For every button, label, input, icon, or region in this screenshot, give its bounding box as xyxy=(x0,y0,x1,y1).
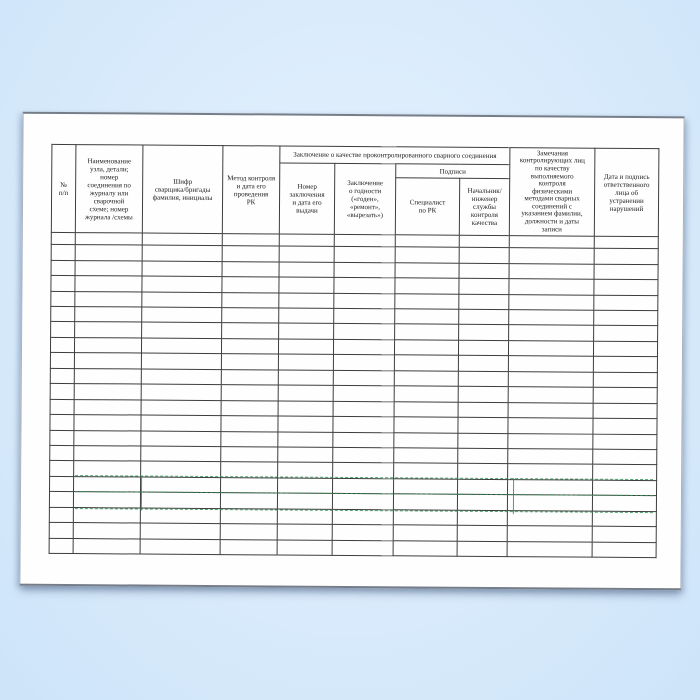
empty-cell xyxy=(220,493,277,509)
empty-cell xyxy=(593,418,657,434)
empty-cell xyxy=(393,540,457,556)
col-group-signatures: Подписи xyxy=(396,164,510,179)
empty-cell xyxy=(74,415,141,431)
empty-cell xyxy=(593,434,657,450)
empty-cell xyxy=(459,235,509,248)
empty-cell xyxy=(51,276,75,292)
empty-cell xyxy=(592,542,656,558)
empty-cell xyxy=(50,445,74,461)
empty-cell xyxy=(73,492,140,508)
empty-cell xyxy=(141,431,221,447)
empty-cell xyxy=(50,461,74,477)
empty-cell xyxy=(509,310,594,326)
empty-cell xyxy=(393,525,457,541)
empty-cell xyxy=(74,337,141,353)
empty-cell xyxy=(508,387,593,403)
empty-cell xyxy=(140,508,220,524)
empty-cell xyxy=(277,493,332,509)
empty-cell xyxy=(507,495,592,511)
empty-cell xyxy=(75,260,142,276)
empty-cell xyxy=(74,446,141,462)
empty-cell xyxy=(141,369,221,385)
empty-cell xyxy=(593,465,657,481)
empty-cell xyxy=(332,525,393,541)
empty-cell xyxy=(49,492,73,508)
empty-cell xyxy=(50,476,74,492)
empty-cell xyxy=(222,292,279,308)
empty-cell xyxy=(459,294,509,310)
empty-cell xyxy=(141,415,221,431)
empty-cell xyxy=(277,509,332,525)
empty-cell xyxy=(50,337,74,353)
empty-cell xyxy=(51,306,75,322)
empty-cell xyxy=(395,235,459,248)
empty-cell xyxy=(593,449,657,465)
empty-cell xyxy=(509,325,594,341)
empty-cell xyxy=(142,323,222,339)
empty-cell xyxy=(278,401,333,417)
empty-cell xyxy=(51,291,75,307)
empty-cell xyxy=(333,339,394,355)
empty-cell xyxy=(74,384,141,400)
empty-cell xyxy=(459,248,509,264)
empty-cell xyxy=(393,494,457,510)
empty-cell xyxy=(220,508,277,524)
empty-cell xyxy=(333,386,394,402)
empty-cell xyxy=(593,480,657,496)
empty-cell xyxy=(279,262,334,278)
empty-cell xyxy=(278,478,333,494)
empty-cell xyxy=(279,308,334,324)
empty-cell xyxy=(395,278,459,294)
empty-cell xyxy=(508,371,593,387)
empty-cell xyxy=(75,291,142,307)
empty-cell xyxy=(332,494,393,510)
empty-cell xyxy=(278,354,333,370)
empty-cell xyxy=(333,416,394,432)
empty-cell xyxy=(278,339,333,355)
empty-cell xyxy=(222,234,279,247)
empty-cell xyxy=(507,510,592,526)
col-header-num: № п/п xyxy=(51,144,76,232)
empty-cell xyxy=(50,430,74,446)
empty-cell xyxy=(509,248,594,264)
empty-cell xyxy=(50,353,74,369)
empty-cell xyxy=(593,372,657,388)
empty-cell xyxy=(221,431,278,447)
empty-cell xyxy=(141,461,221,477)
empty-cell xyxy=(394,386,458,402)
empty-cell xyxy=(278,447,333,463)
empty-cell xyxy=(395,293,459,309)
empty-cell xyxy=(73,538,140,554)
empty-cell xyxy=(458,340,508,356)
empty-cell xyxy=(393,510,457,526)
empty-cell xyxy=(394,401,458,417)
empty-cell xyxy=(508,479,593,495)
empty-cell xyxy=(458,386,508,402)
empty-cell xyxy=(394,355,458,371)
empty-cell xyxy=(508,464,593,480)
empty-cell xyxy=(50,384,74,400)
empty-cell xyxy=(332,509,393,525)
empty-cell xyxy=(278,462,333,478)
col-header-remarks: Замечания контролирующих лиц по качеству выполняемого контроля физическими методами сварных соединений с указанием фамилии, должности и даты записи xyxy=(509,148,595,237)
empty-cell xyxy=(142,233,222,246)
col-header-control-method: Метод контроля и дата его проведения РК xyxy=(222,146,280,234)
empty-cell xyxy=(458,402,508,418)
empty-cell xyxy=(334,293,395,309)
empty-cell xyxy=(141,338,221,354)
empty-cell xyxy=(458,448,508,464)
empty-cell xyxy=(395,309,459,325)
empty-cell xyxy=(458,356,508,372)
empty-cell xyxy=(594,236,658,249)
paper-sheet xyxy=(19,112,684,591)
empty-cell xyxy=(395,247,459,263)
empty-cell xyxy=(394,448,458,464)
empty-cell xyxy=(594,279,658,295)
empty-cell xyxy=(74,430,141,446)
empty-cell xyxy=(333,478,394,494)
empty-cell xyxy=(51,322,75,338)
empty-cell xyxy=(142,276,222,292)
empty-cell xyxy=(74,399,141,415)
empty-cell xyxy=(509,236,594,249)
empty-cell xyxy=(458,479,508,495)
empty-cell xyxy=(333,370,394,386)
empty-cell xyxy=(508,433,593,449)
empty-cell xyxy=(459,278,509,294)
empty-cell xyxy=(334,324,395,340)
empty-cell xyxy=(278,370,333,386)
col-header-qc-chief: Начальник/ инженер службы контроля качества xyxy=(459,178,509,235)
empty-cell xyxy=(457,495,507,511)
col-header-welder-code: Шифр сварщика/бригады фамилия, инициалы xyxy=(142,145,223,234)
empty-cell xyxy=(334,234,395,247)
table-header xyxy=(51,144,659,236)
empty-cell xyxy=(332,540,393,556)
empty-cell xyxy=(73,523,140,539)
empty-cell xyxy=(142,292,222,308)
empty-cell xyxy=(50,368,74,384)
empty-cell xyxy=(509,263,594,279)
empty-cell xyxy=(592,526,656,542)
empty-cell xyxy=(73,507,140,523)
empty-cell xyxy=(221,477,278,493)
empty-cell xyxy=(334,278,395,294)
empty-cell xyxy=(594,310,658,326)
empty-cell xyxy=(142,261,222,277)
empty-cell xyxy=(221,416,278,432)
empty-cell xyxy=(221,369,278,385)
empty-cell xyxy=(279,293,334,309)
empty-cell xyxy=(74,476,141,492)
empty-cell xyxy=(74,353,141,369)
empty-cell xyxy=(220,539,277,555)
empty-cell xyxy=(277,524,332,540)
empty-cell xyxy=(594,295,658,311)
empty-cell xyxy=(507,526,592,542)
empty-cell xyxy=(75,245,142,261)
empty-cell xyxy=(220,524,277,540)
empty-cell xyxy=(141,400,221,416)
empty-cell xyxy=(142,245,222,261)
empty-cell xyxy=(221,385,278,401)
empty-cell xyxy=(333,432,394,448)
empty-cell xyxy=(141,477,221,493)
empty-cell xyxy=(279,246,334,262)
empty-cell xyxy=(594,264,658,280)
empty-cell xyxy=(459,309,509,325)
empty-cell xyxy=(75,276,142,292)
empty-cell xyxy=(222,277,279,293)
empty-cell xyxy=(592,495,656,511)
empty-cell xyxy=(279,323,334,339)
col-group-conclusion: Заключение о качестве проконтролированного сварного соединения xyxy=(280,146,510,165)
empty-cell xyxy=(508,341,593,357)
empty-cell xyxy=(51,260,75,276)
empty-cell xyxy=(278,385,333,401)
empty-cell xyxy=(334,262,395,278)
empty-cell xyxy=(394,417,458,433)
empty-cell xyxy=(593,341,657,357)
empty-cell xyxy=(457,541,507,557)
empty-cell xyxy=(222,261,279,277)
empty-cell xyxy=(334,247,395,263)
empty-cell xyxy=(509,279,594,295)
empty-cell xyxy=(278,432,333,448)
empty-cell xyxy=(221,462,278,478)
empty-cell xyxy=(75,307,142,323)
empty-cell xyxy=(75,233,142,246)
header-row-groups xyxy=(52,144,659,165)
empty-cell xyxy=(279,277,334,293)
empty-cell xyxy=(593,403,657,419)
col-header-unit-name: Наименование узла, детали; номер соединения по журналу или сварочной схеме; номер журнала /схемы xyxy=(75,145,143,233)
empty-cell xyxy=(140,539,220,555)
empty-cell xyxy=(74,368,141,384)
empty-cell xyxy=(594,248,658,264)
empty-cell xyxy=(592,511,656,527)
empty-cell xyxy=(221,447,278,463)
empty-cell xyxy=(141,353,221,369)
empty-cell xyxy=(141,446,221,462)
empty-cell xyxy=(333,463,394,479)
empty-cell xyxy=(50,415,74,431)
empty-cell xyxy=(279,234,334,247)
empty-cell xyxy=(75,322,142,338)
empty-cell xyxy=(458,371,508,387)
empty-cell xyxy=(50,399,74,415)
empty-cell xyxy=(140,523,220,539)
table-body xyxy=(49,232,658,557)
empty-cell xyxy=(395,263,459,279)
col-header-fitness-conclusion: Заключение о годности («годен», «ремонт», «вырезать») xyxy=(334,163,395,234)
empty-cell xyxy=(222,308,279,324)
empty-cell xyxy=(334,308,395,324)
empty-cell xyxy=(278,416,333,432)
empty-cell xyxy=(457,525,507,541)
empty-cell xyxy=(394,479,458,495)
empty-cell xyxy=(395,324,459,340)
empty-cell xyxy=(394,371,458,387)
empty-cell xyxy=(459,325,509,341)
empty-cell xyxy=(459,263,509,279)
empty-cell xyxy=(508,356,593,372)
col-header-conclusion-number: Номер заключения и дата его выдачи xyxy=(279,163,334,234)
empty-cell xyxy=(457,510,507,526)
empty-cell xyxy=(394,463,458,479)
empty-journal-row xyxy=(49,538,656,558)
empty-cell xyxy=(49,507,73,523)
empty-cell xyxy=(51,245,75,261)
empty-cell xyxy=(221,400,278,416)
empty-cell xyxy=(333,447,394,463)
empty-cell xyxy=(394,340,458,356)
empty-cell xyxy=(458,433,508,449)
empty-cell xyxy=(508,449,593,465)
empty-cell xyxy=(141,384,221,400)
empty-cell xyxy=(458,417,508,433)
weld-control-journal-table xyxy=(49,144,660,558)
empty-cell xyxy=(142,307,222,323)
col-header-violation-fix: Дата и подпись ответственного лица об устранении нарушений xyxy=(594,148,659,236)
empty-cell xyxy=(507,541,592,557)
empty-cell xyxy=(51,232,75,244)
empty-cell xyxy=(508,418,593,434)
empty-cell xyxy=(140,492,220,508)
empty-cell xyxy=(333,355,394,371)
empty-cell xyxy=(221,339,278,355)
empty-cell xyxy=(333,401,394,417)
empty-cell xyxy=(508,402,593,418)
empty-cell xyxy=(222,246,279,262)
empty-cell xyxy=(394,432,458,448)
empty-cell xyxy=(74,461,141,477)
empty-cell xyxy=(593,357,657,373)
empty-cell xyxy=(509,294,594,310)
empty-cell xyxy=(49,538,73,554)
empty-cell xyxy=(221,354,278,370)
empty-cell xyxy=(458,464,508,480)
empty-cell xyxy=(277,540,332,556)
col-header-rk-specialist: Специалист по РК xyxy=(395,178,459,235)
empty-cell xyxy=(222,323,279,339)
empty-cell xyxy=(594,326,658,342)
empty-cell xyxy=(593,387,657,403)
empty-cell xyxy=(49,523,73,539)
